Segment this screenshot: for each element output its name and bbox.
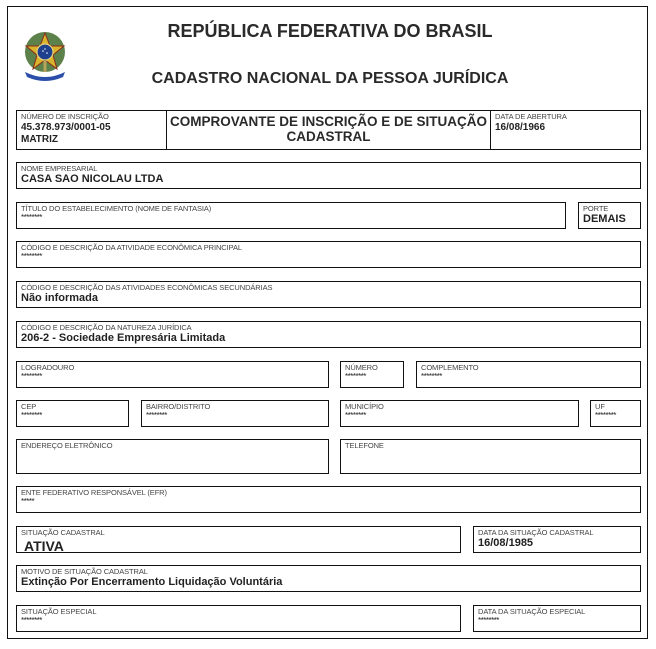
logradouro-value: ******** <box>21 372 42 381</box>
data-situacao-especial-box <box>473 605 641 632</box>
numero-box <box>340 361 404 388</box>
telefone-label: TELEFONE <box>345 441 384 450</box>
endereco-eletronico-box <box>16 439 329 474</box>
page-title: REPÚBLICA FEDERATIVA DO BRASIL <box>167 21 493 41</box>
numero-label: NÚMERO <box>345 363 378 372</box>
numero-inscricao-value: 45.378.973/0001-05 <box>21 122 111 133</box>
data-situacao-especial-label: DATA DA SITUAÇÃO ESPECIAL <box>478 607 586 616</box>
natureza-juridica-value: 206-2 - Sociedade Empresária Limitada <box>21 332 226 344</box>
municipio-box <box>340 400 579 427</box>
uf-box <box>590 400 641 427</box>
bairro-value: ******** <box>146 411 167 420</box>
data-situacao-cadastral-value: 16/08/1985 <box>478 537 534 549</box>
atividade-principal-label: CÓDIGO E DESCRIÇÃO DA ATIVIDADE ECONÔMICA PRINCIPAL <box>21 243 242 252</box>
data-abertura-label: DATA DE ABERTURA <box>495 112 567 121</box>
uf-value: ******** <box>595 411 616 420</box>
data-abertura-box <box>490 110 641 150</box>
atividades-secundarias-value: Não informada <box>21 292 99 304</box>
numero-inscricao-box <box>16 110 167 150</box>
situacao-especial-box <box>16 605 461 632</box>
complemento-value: ******** <box>421 372 442 381</box>
natureza-juridica-label: CÓDIGO E DESCRIÇÃO DA NATUREZA JURÍDICA <box>21 323 192 332</box>
situacao-especial-label: SITUAÇÃO ESPECIAL <box>21 607 97 616</box>
data-abertura-value: 16/08/1966 <box>495 122 546 133</box>
endereco-eletronico-label: ENDEREÇO ELETRÔNICO <box>21 441 113 450</box>
motivo-situacao-box <box>16 565 641 592</box>
efr-box <box>16 486 641 513</box>
document-title-line2: CADASTRAL <box>286 129 371 144</box>
complemento-box <box>416 361 641 388</box>
situacao-cadastral-box <box>16 526 461 553</box>
document-title-box <box>166 110 491 150</box>
municipio-label: MUNICÍPIO <box>345 402 384 411</box>
numero-inscricao-label: NÚMERO DE INSCRIÇÃO <box>21 112 109 121</box>
motivo-situacao-value: Extinção Por Encerramento Liquidação Voluntária <box>21 576 283 588</box>
efr-label: ENTE FEDERATIVO RESPONSÁVEL (EFR) <box>21 488 167 497</box>
document-title <box>167 114 490 144</box>
motivo-situacao-label: MOTIVO DE SITUAÇÃO CADASTRAL <box>21 567 148 576</box>
porte-label: PORTE <box>583 204 609 213</box>
data-situacao-especial-value: ******** <box>478 616 499 625</box>
uf-label: UF <box>595 402 605 411</box>
bairro-label: BAIRRO/DISTRITO <box>146 402 211 411</box>
logradouro-box <box>16 361 329 388</box>
cep-value: ******** <box>21 411 42 420</box>
page-subtitle: CADASTRO NACIONAL DA PESSOA JURÍDICA <box>151 70 509 87</box>
efr-value: ***** <box>21 497 35 506</box>
porte-value: DEMAIS <box>583 213 626 225</box>
porte-box <box>578 202 641 229</box>
situacao-especial-value: ******** <box>21 616 42 625</box>
atividades-secundarias-label: CÓDIGO E DESCRIÇÃO DAS ATIVIDADES ECONÔMICAS SECUNDÁRIAS <box>21 283 273 292</box>
data-situacao-cadastral-box <box>473 526 641 553</box>
data-situacao-cadastral-label: DATA DA SITUAÇÃO CADASTRAL <box>478 528 594 537</box>
coat-of-arms-icon <box>21 30 69 82</box>
situacao-cadastral-label: SITUAÇÃO CADASTRAL <box>21 528 105 537</box>
situacao-cadastral-value: ATIVA <box>24 538 64 554</box>
atividade-principal-box <box>16 241 641 268</box>
nome-empresarial-box <box>16 162 641 189</box>
atividades-secundarias-box <box>16 281 641 308</box>
nome-empresarial-label: NOME EMPRESARIAL <box>21 164 98 173</box>
nome-empresarial-value: CASA SAO NICOLAU LTDA <box>21 173 164 185</box>
natureza-juridica-box <box>16 321 641 348</box>
document-title-line1: COMPROVANTE DE INSCRIÇÃO E DE SITUAÇÃO <box>169 114 488 129</box>
titulo-estabelecimento-box <box>16 202 566 229</box>
cep-box <box>16 400 129 427</box>
complemento-label: COMPLEMENTO <box>421 363 479 372</box>
telefone-box <box>340 439 641 474</box>
atividade-principal-value: ******** <box>21 252 42 261</box>
titulo-estabelecimento-value: ******** <box>21 213 42 222</box>
bairro-box <box>141 400 329 427</box>
municipio-value: ******** <box>345 411 366 420</box>
numero-value: ******** <box>345 372 366 381</box>
cep-label: CEP <box>21 402 37 411</box>
logradouro-label: LOGRADOURO <box>21 363 75 372</box>
titulo-estabelecimento-label: TÍTULO DO ESTABELECIMENTO (NOME DE FANTASIA) <box>21 204 212 213</box>
matriz-value: MATRIZ <box>21 134 59 145</box>
